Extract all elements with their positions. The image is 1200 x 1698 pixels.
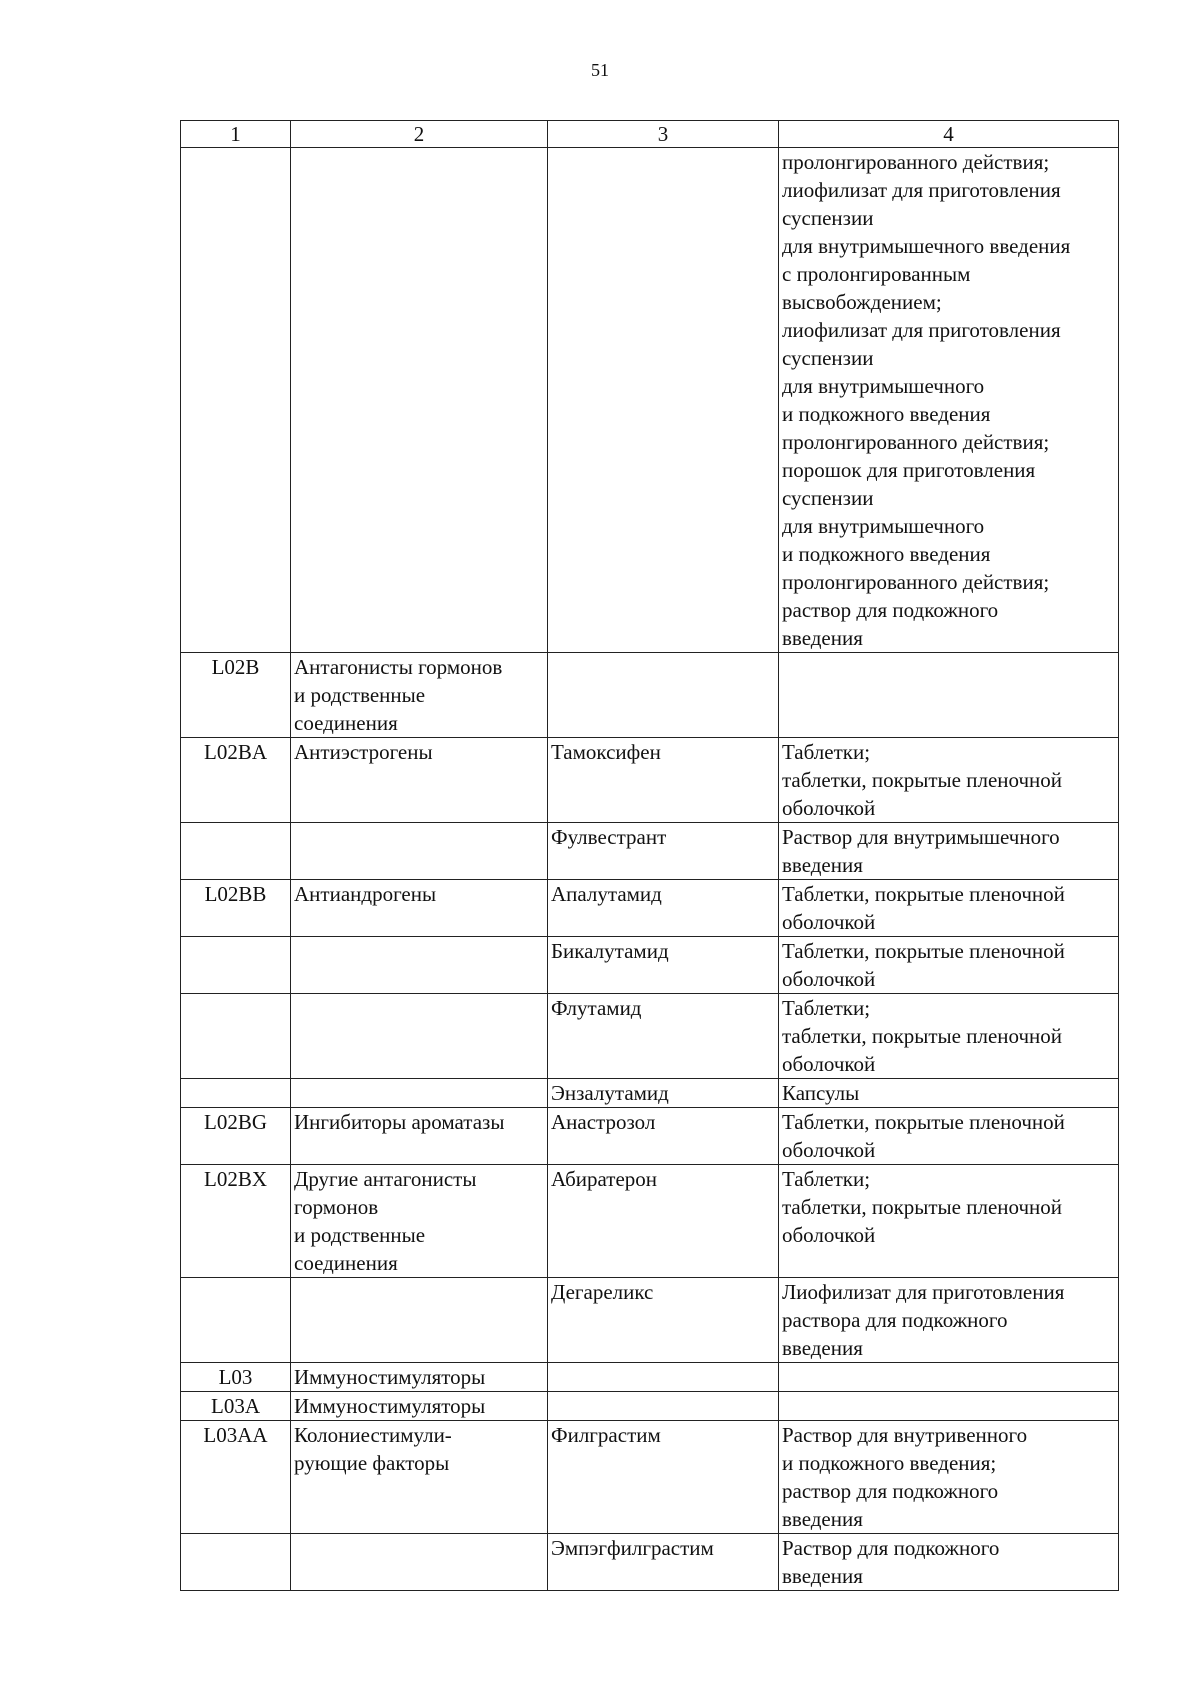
table-row xyxy=(181,1421,1119,1534)
table-row xyxy=(181,823,1119,880)
dosage-form-cell: Таблетки, покрытые пленочной оболочкой xyxy=(779,937,1119,994)
drug-table xyxy=(180,120,1119,1591)
table-row xyxy=(181,880,1119,937)
table-row xyxy=(181,1392,1119,1421)
group-name-cell xyxy=(291,994,548,1079)
atc-code-cell: L02BG xyxy=(181,1108,291,1165)
dosage-form-cell xyxy=(779,1392,1119,1421)
table-row xyxy=(181,1165,1119,1278)
atc-code-cell: L03 xyxy=(181,1363,291,1392)
group-name-cell: Иммуностимуляторы xyxy=(291,1392,548,1421)
atc-code-cell xyxy=(181,994,291,1079)
drug-name-cell: Флутамид xyxy=(548,994,779,1079)
group-name-cell xyxy=(291,1534,548,1591)
dosage-form-cell: Таблетки; таблетки, покрытые пленочной оболочкой xyxy=(779,1165,1119,1278)
group-name-cell xyxy=(291,148,548,653)
table-row xyxy=(181,994,1119,1079)
group-name-cell: Колониестимули- рующие факторы xyxy=(291,1421,548,1534)
dosage-form-cell: Таблетки, покрытые пленочной оболочкой xyxy=(779,880,1119,937)
atc-code-cell: L03A xyxy=(181,1392,291,1421)
atc-code-cell xyxy=(181,1079,291,1108)
header-col-2: 2 xyxy=(291,121,548,148)
atc-code-cell xyxy=(181,1534,291,1591)
drug-name-cell: Абиратерон xyxy=(548,1165,779,1278)
table-row xyxy=(181,1363,1119,1392)
drug-name-cell: Дегареликс xyxy=(548,1278,779,1363)
atc-code-cell: L03AA xyxy=(181,1421,291,1534)
drug-name-cell: Тамоксифен xyxy=(548,738,779,823)
dosage-form-cell: Раствор для внутривенного и подкожного введения; раствор для подкожного введения xyxy=(779,1421,1119,1534)
atc-code-cell xyxy=(181,823,291,880)
group-name-cell xyxy=(291,823,548,880)
drug-name-cell xyxy=(548,148,779,653)
atc-code-cell xyxy=(181,148,291,653)
dosage-form-cell xyxy=(779,653,1119,738)
group-name-cell: Ингибиторы ароматазы xyxy=(291,1108,548,1165)
group-name-cell: Антагонисты гормонов и родственные соединения xyxy=(291,653,548,738)
group-name-cell: Иммуностимуляторы xyxy=(291,1363,548,1392)
group-name-cell: Антиандрогены xyxy=(291,880,548,937)
drug-name-cell: Фулвестрант xyxy=(548,823,779,880)
atc-code-cell: L02B xyxy=(181,653,291,738)
table-row xyxy=(181,148,1119,653)
table-row xyxy=(181,1534,1119,1591)
drug-name-cell: Филграстим xyxy=(548,1421,779,1534)
dosage-form-cell: Раствор для подкожного введения xyxy=(779,1534,1119,1591)
table-row xyxy=(181,1079,1119,1108)
group-name-cell xyxy=(291,937,548,994)
drug-name-cell xyxy=(548,653,779,738)
table-row xyxy=(181,738,1119,823)
dosage-form-cell: Капсулы xyxy=(779,1079,1119,1108)
header-col-4: 4 xyxy=(779,121,1119,148)
group-name-cell xyxy=(291,1079,548,1108)
group-name-cell: Другие антагонисты гормонов и родственные соединения xyxy=(291,1165,548,1278)
dosage-form-cell: Таблетки; таблетки, покрытые пленочной оболочкой xyxy=(779,738,1119,823)
header-col-3: 3 xyxy=(548,121,779,148)
table-row xyxy=(181,1108,1119,1165)
table-row xyxy=(181,653,1119,738)
drug-name-cell: Бикалутамид xyxy=(548,937,779,994)
page-number: 51 xyxy=(591,60,609,80)
table-row xyxy=(181,1278,1119,1363)
dosage-form-cell: Таблетки; таблетки, покрытые пленочной оболочкой xyxy=(779,994,1119,1079)
drug-name-cell: Эмпэгфилграстим xyxy=(548,1534,779,1591)
table-body xyxy=(181,148,1119,1591)
dosage-form-cell: Лиофилизат для приготовления раствора для подкожного введения xyxy=(779,1278,1119,1363)
drug-name-cell xyxy=(548,1392,779,1421)
drug-name-cell xyxy=(548,1363,779,1392)
dosage-form-cell: Раствор для внутримышечного введения xyxy=(779,823,1119,880)
header-col-1: 1 xyxy=(181,121,291,148)
atc-code-cell: L02BX xyxy=(181,1165,291,1278)
table-row xyxy=(181,937,1119,994)
dosage-form-cell: пролонгированного действия; лиофилизат для приготовления суспензии для внутримышечного введения с пролонгированным высвобождением; лиофилизат для приготовления суспензии для внутримышечного и подкожного введения пролонгированного действия; порошок для приготовления суспензии для внутримышечного и подкожного введения пролонгированного действия; раствор для подкожного введения xyxy=(779,148,1119,653)
atc-code-cell: L02BB xyxy=(181,880,291,937)
atc-code-cell: L02BA xyxy=(181,738,291,823)
header-row xyxy=(181,121,1119,148)
drug-name-cell: Апалутамид xyxy=(548,880,779,937)
atc-code-cell xyxy=(181,1278,291,1363)
group-name-cell xyxy=(291,1278,548,1363)
atc-code-cell xyxy=(181,937,291,994)
group-name-cell: Антиэстрогены xyxy=(291,738,548,823)
drug-name-cell: Анастрозол xyxy=(548,1108,779,1165)
dosage-form-cell xyxy=(779,1363,1119,1392)
dosage-form-cell: Таблетки, покрытые пленочной оболочкой xyxy=(779,1108,1119,1165)
drug-name-cell: Энзалутамид xyxy=(548,1079,779,1108)
